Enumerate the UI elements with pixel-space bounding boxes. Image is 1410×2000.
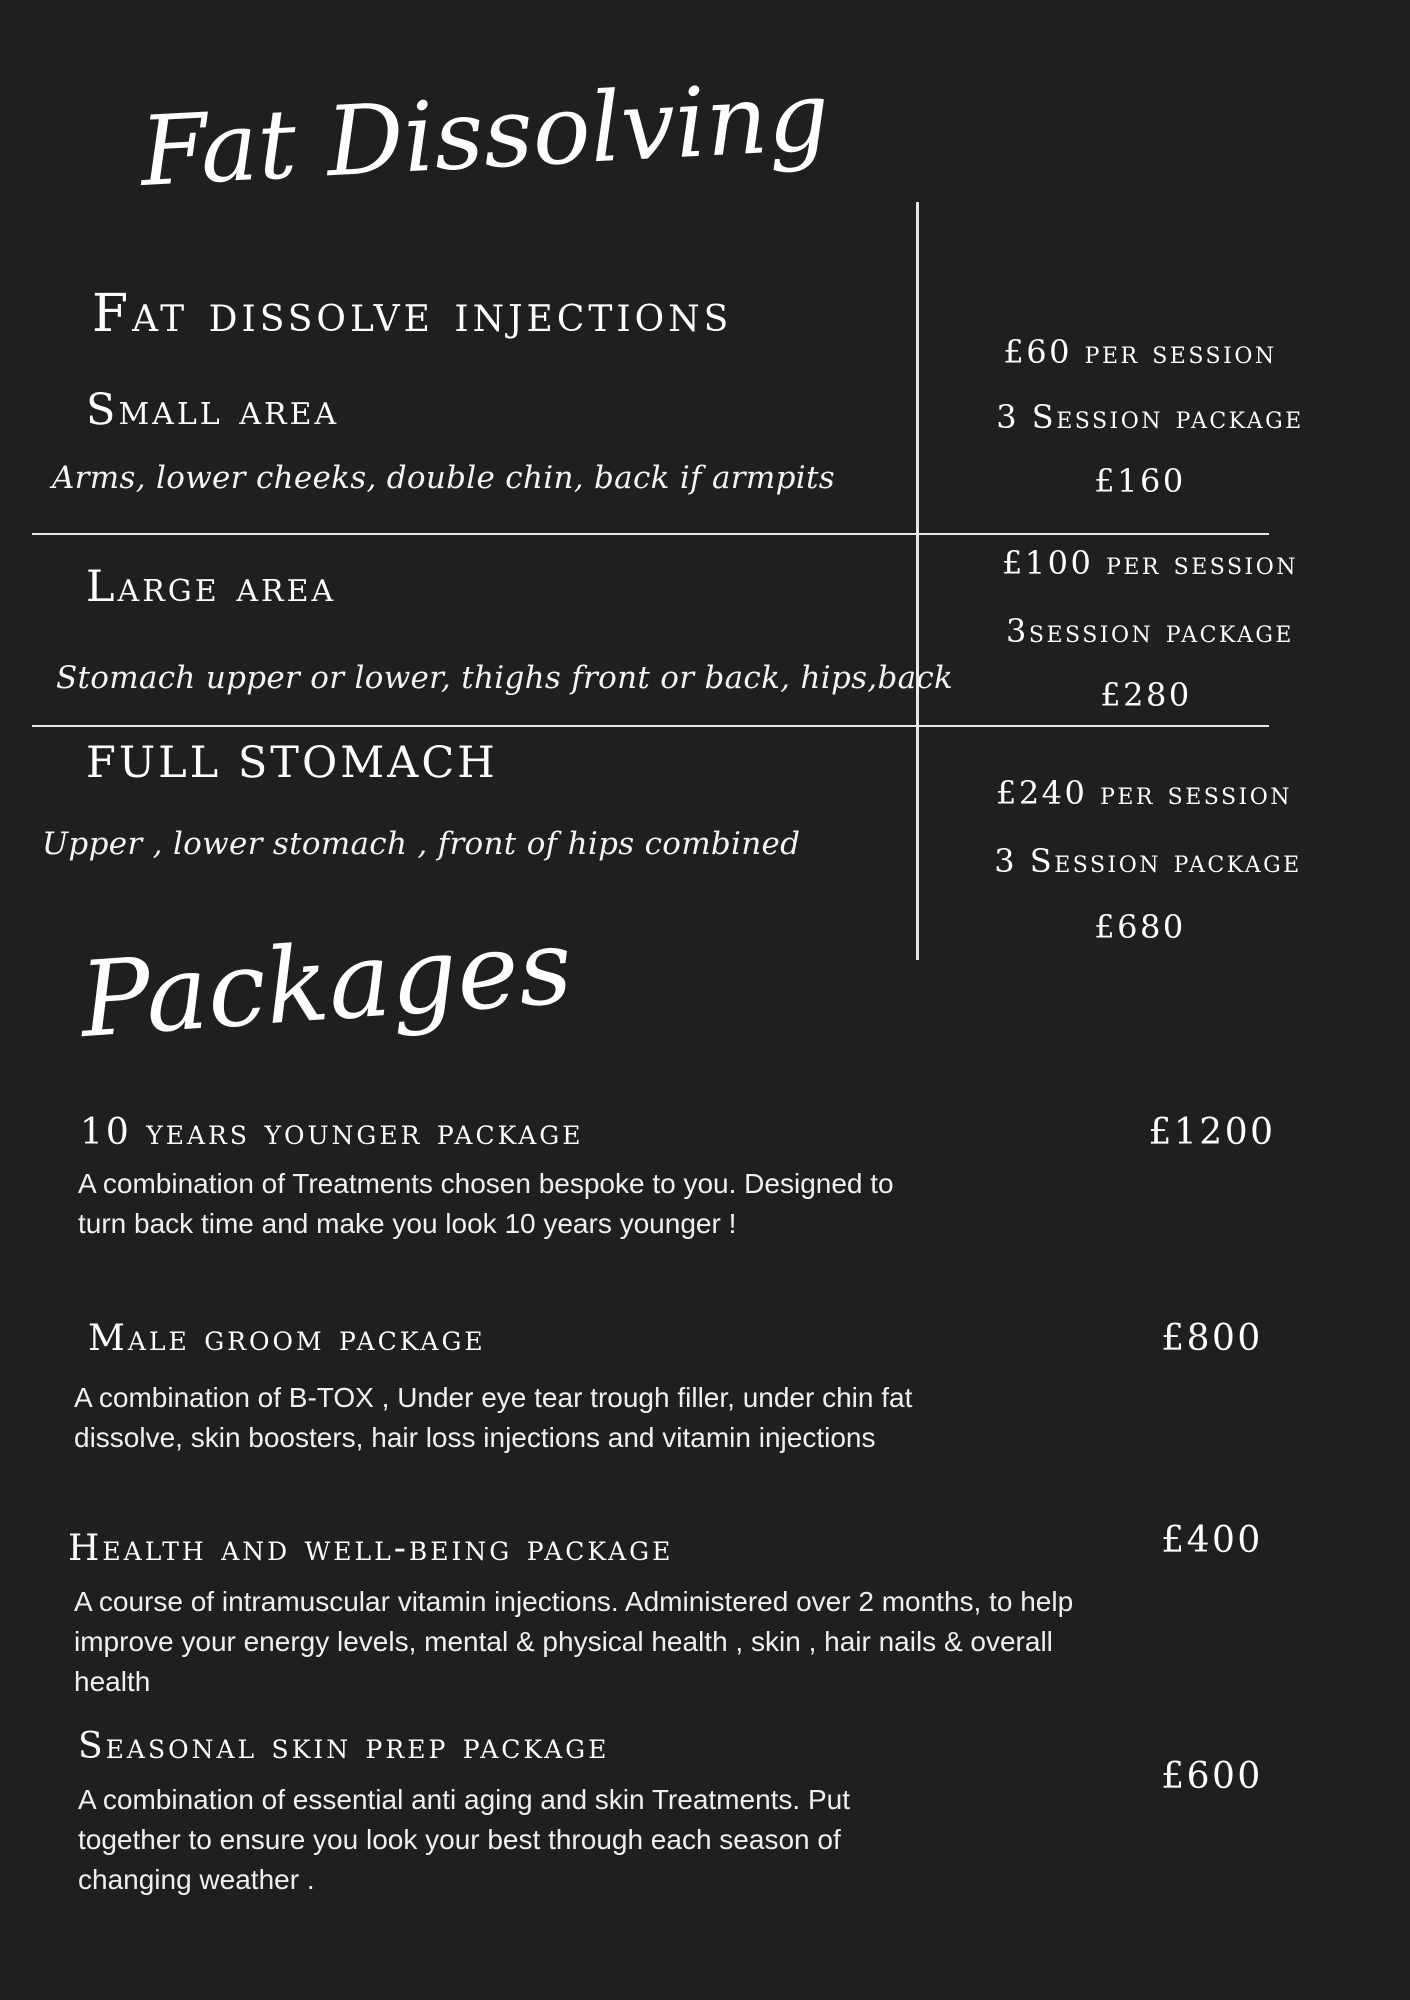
package-title-health-well-being: Health and well-being package bbox=[68, 1528, 674, 1569]
full-stomach-package-label: 3 Session package bbox=[994, 842, 1302, 880]
package-price-seasonal-skin-prep: £600 bbox=[1161, 1756, 1263, 1797]
large-area-title: Large area bbox=[86, 562, 337, 612]
horizontal-divider-1 bbox=[32, 533, 1269, 535]
large-area-package-label: 3session package bbox=[1006, 612, 1294, 650]
page-title-packages: Packages bbox=[76, 904, 576, 1062]
small-area-description: Arms, lower cheeks, double chin, back if armpits bbox=[52, 460, 835, 496]
package-price-10-years-younger: £1200 bbox=[1148, 1112, 1276, 1153]
package-description-seasonal-skin-prep: A combination of essential anti aging and skin Treatments. Put together to ensure you look your best through each season of changing weather . bbox=[78, 1784, 851, 1895]
package-title-10-years-younger: 10 years younger package bbox=[80, 1112, 584, 1153]
package-title-seasonal-skin-prep: Seasonal skin prep package bbox=[78, 1726, 610, 1767]
package-description-10-years-younger: A combination of Treatments chosen bespoke to you. Designed to turn back time and make you look 10 years younger ! bbox=[78, 1168, 894, 1239]
large-area-price-per-session: £100 per session bbox=[1001, 544, 1299, 582]
full-stomach-description: Upper , lower stomach , front of hips combined bbox=[42, 826, 801, 862]
package-price-male-groom: £800 bbox=[1161, 1318, 1263, 1359]
package-title-male-groom: Male groom package bbox=[88, 1318, 486, 1359]
fat-dissolve-heading: Fat dissolve injections bbox=[92, 284, 733, 344]
vertical-divider bbox=[916, 202, 919, 960]
package-description-health-well-being: A course of intramuscular vitamin injections. Administered over 2 months, to help improve your energy levels, mental & physical health , skin , hair nails & overall health bbox=[74, 1586, 1074, 1697]
small-area-title: Small area bbox=[86, 385, 340, 435]
horizontal-divider-2 bbox=[32, 725, 1269, 727]
large-area-description: Stomach upper or lower, thighs front or back, hips,back bbox=[56, 660, 954, 696]
small-area-package-label: 3 Session package bbox=[996, 398, 1304, 436]
full-stomach-title: FULL STOMACH bbox=[86, 738, 498, 788]
full-stomach-package-price: £680 bbox=[1094, 908, 1186, 946]
small-area-price-per-session: £60 per session bbox=[1003, 333, 1277, 371]
full-stomach-price-per-session: £240 per session bbox=[995, 774, 1293, 812]
small-area-package-price: £160 bbox=[1094, 462, 1186, 500]
package-price-health-well-being: £400 bbox=[1161, 1520, 1263, 1561]
large-area-package-price: £280 bbox=[1100, 676, 1192, 714]
package-description-male-groom: A combination of B-TOX , Under eye tear trough filler, under chin fat dissolve, skin boosters, hair loss injections and vitamin injections bbox=[74, 1382, 913, 1453]
page-title-fat-dissolving: Fat Dissolving bbox=[137, 60, 832, 208]
